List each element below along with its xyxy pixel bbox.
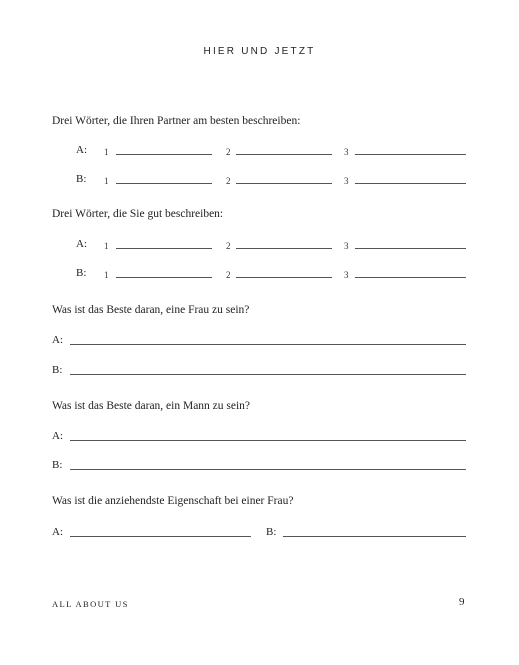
answer-field-b[interactable] xyxy=(283,536,466,537)
word-2-field[interactable] xyxy=(236,154,332,155)
answer-field-a[interactable] xyxy=(70,536,251,537)
row-label: A: xyxy=(52,334,63,346)
question-attractive-trait: Was ist die anziehendste Eigenschaft bei einer Frau? xyxy=(52,495,294,507)
word-3-field[interactable] xyxy=(355,154,466,155)
answer-row-b xyxy=(0,362,519,378)
page-number: 9 xyxy=(459,596,465,608)
word-3-field[interactable] xyxy=(355,248,466,249)
question-self-words: Drei Wörter, die Sie gut beschreiben: xyxy=(52,208,224,220)
question-partner-words: Drei Wörter, die Ihren Partner am besten beschreiben: xyxy=(52,115,301,127)
answer-row-ab xyxy=(0,524,519,540)
answer-field[interactable] xyxy=(70,344,466,345)
answer-field[interactable] xyxy=(70,374,466,375)
row-label: A: xyxy=(52,526,63,538)
question-best-woman: Was ist das Beste daran, eine Frau zu sein? xyxy=(52,304,250,316)
word-2-field[interactable] xyxy=(236,277,332,278)
word-number: 3 xyxy=(344,176,349,186)
answer-row-b xyxy=(0,457,519,473)
word-number: 1 xyxy=(104,241,109,251)
word-2-field[interactable] xyxy=(236,248,332,249)
word-number: 3 xyxy=(344,270,349,280)
answer-field[interactable] xyxy=(70,469,466,470)
word-number: 1 xyxy=(104,147,109,157)
answer-row-b xyxy=(0,265,519,281)
row-label: B: xyxy=(76,173,87,185)
word-1-field[interactable] xyxy=(116,277,212,278)
row-label: A: xyxy=(76,238,87,250)
word-number: 2 xyxy=(226,176,231,186)
row-label: B: xyxy=(266,526,277,538)
answer-row-a xyxy=(0,428,519,444)
answer-row-b xyxy=(0,171,519,187)
word-3-field[interactable] xyxy=(355,183,466,184)
row-label: B: xyxy=(52,459,63,471)
book-title: ALL ABOUT US xyxy=(52,599,129,609)
word-1-field[interactable] xyxy=(116,183,212,184)
word-number: 2 xyxy=(226,241,231,251)
row-label: B: xyxy=(52,364,63,376)
word-1-field[interactable] xyxy=(116,248,212,249)
word-number: 3 xyxy=(344,241,349,251)
word-3-field[interactable] xyxy=(355,277,466,278)
page-title: HIER UND JETZT xyxy=(203,46,316,57)
word-number: 3 xyxy=(344,147,349,157)
answer-field[interactable] xyxy=(70,440,466,441)
answer-row-a xyxy=(0,142,519,158)
word-number: 1 xyxy=(104,270,109,280)
row-label: B: xyxy=(76,267,87,279)
word-1-field[interactable] xyxy=(116,154,212,155)
answer-row-a xyxy=(0,236,519,252)
word-number: 2 xyxy=(226,270,231,280)
row-label: A: xyxy=(52,430,63,442)
row-label: A: xyxy=(76,144,87,156)
word-number: 1 xyxy=(104,176,109,186)
question-best-man: Was ist das Beste daran, ein Mann zu sein? xyxy=(52,400,251,412)
answer-row-a xyxy=(0,332,519,348)
word-number: 2 xyxy=(226,147,231,157)
word-2-field[interactable] xyxy=(236,183,332,184)
